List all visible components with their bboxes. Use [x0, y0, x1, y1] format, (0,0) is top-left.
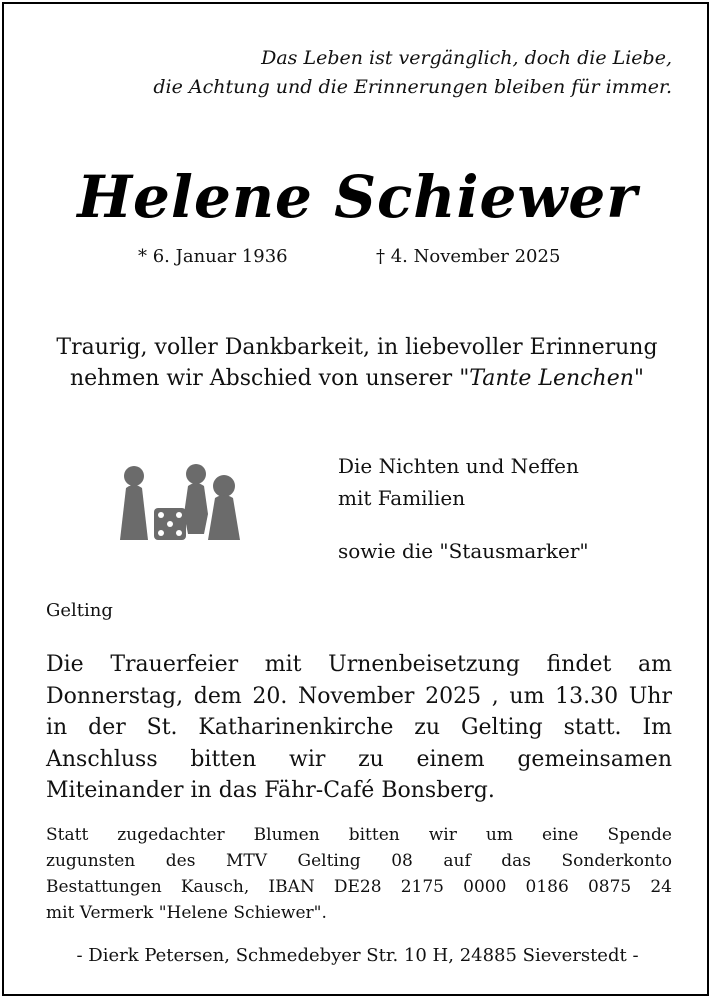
donation-line-2: zugunsten des MTV Gelting 08 auf das Sonderkonto: [46, 851, 672, 871]
memorial-quote: [44, 44, 672, 102]
mourners-extra: sowie die "Stausmarker": [338, 539, 589, 563]
service-details: [46, 649, 672, 807]
farewell-line-1: Traurig, voller Dankbarkeit, in liebevoller Erinnerung: [56, 335, 658, 360]
service-line-3: in der St. Katharinenkirche zu Gelting statt. Im: [46, 715, 672, 740]
service-line-5: Miteinander in das Fähr-Café Bonsberg.: [46, 778, 495, 803]
place-name: Gelting: [46, 600, 113, 621]
nickname: "Tante Lenchen": [459, 366, 645, 391]
mourners-line-2: mit Familien: [338, 486, 466, 510]
donation-line-1: Statt zugedachter Blumen bitten wir um eine Spende: [46, 825, 672, 845]
donation-line-3: Bestattungen Kausch, IBAN DE28 2175 0000 0186 0875 24: [46, 877, 672, 897]
mourners-list: [338, 450, 579, 514]
donation-line-4: mit Vermerk "Helene Schiewer".: [46, 903, 327, 923]
service-line-4: Anschluss bitten wir zu einem gemeinsamen: [46, 746, 672, 772]
mourners-line-1: Die Nichten und Neffen: [338, 454, 579, 478]
death-date: † 4. November 2025: [376, 246, 561, 267]
farewell-line-2-text: nehmen wir Abschied von unserer: [69, 366, 460, 391]
farewell-text: [34, 332, 680, 394]
board-game-pieces-and-dice-icon: [112, 462, 244, 546]
service-line-1: Die Trauerfeier mit Urnenbeisetzung findet am: [46, 652, 672, 677]
obituary-notice: [2, 2, 709, 996]
quote-line-1: Das Leben ist vergänglich, doch die Liebe,: [261, 47, 672, 69]
donation-notice: [46, 822, 672, 926]
quote-line-2: die Achtung und die Erinnerungen bleiben für immer.: [153, 76, 672, 98]
service-line-2: Donnerstag, dem 20. November 2025 , um 13.30 Uhr: [46, 683, 672, 709]
farewell-line-2: [34, 363, 680, 394]
contact-address: - Dierk Petersen, Schmedebyer Str. 10 H, 24885 Sieverstedt -: [76, 945, 639, 966]
deceased-name: Helene Schiewer: [77, 163, 638, 231]
birth-date: * 6. Januar 1936: [138, 246, 288, 267]
